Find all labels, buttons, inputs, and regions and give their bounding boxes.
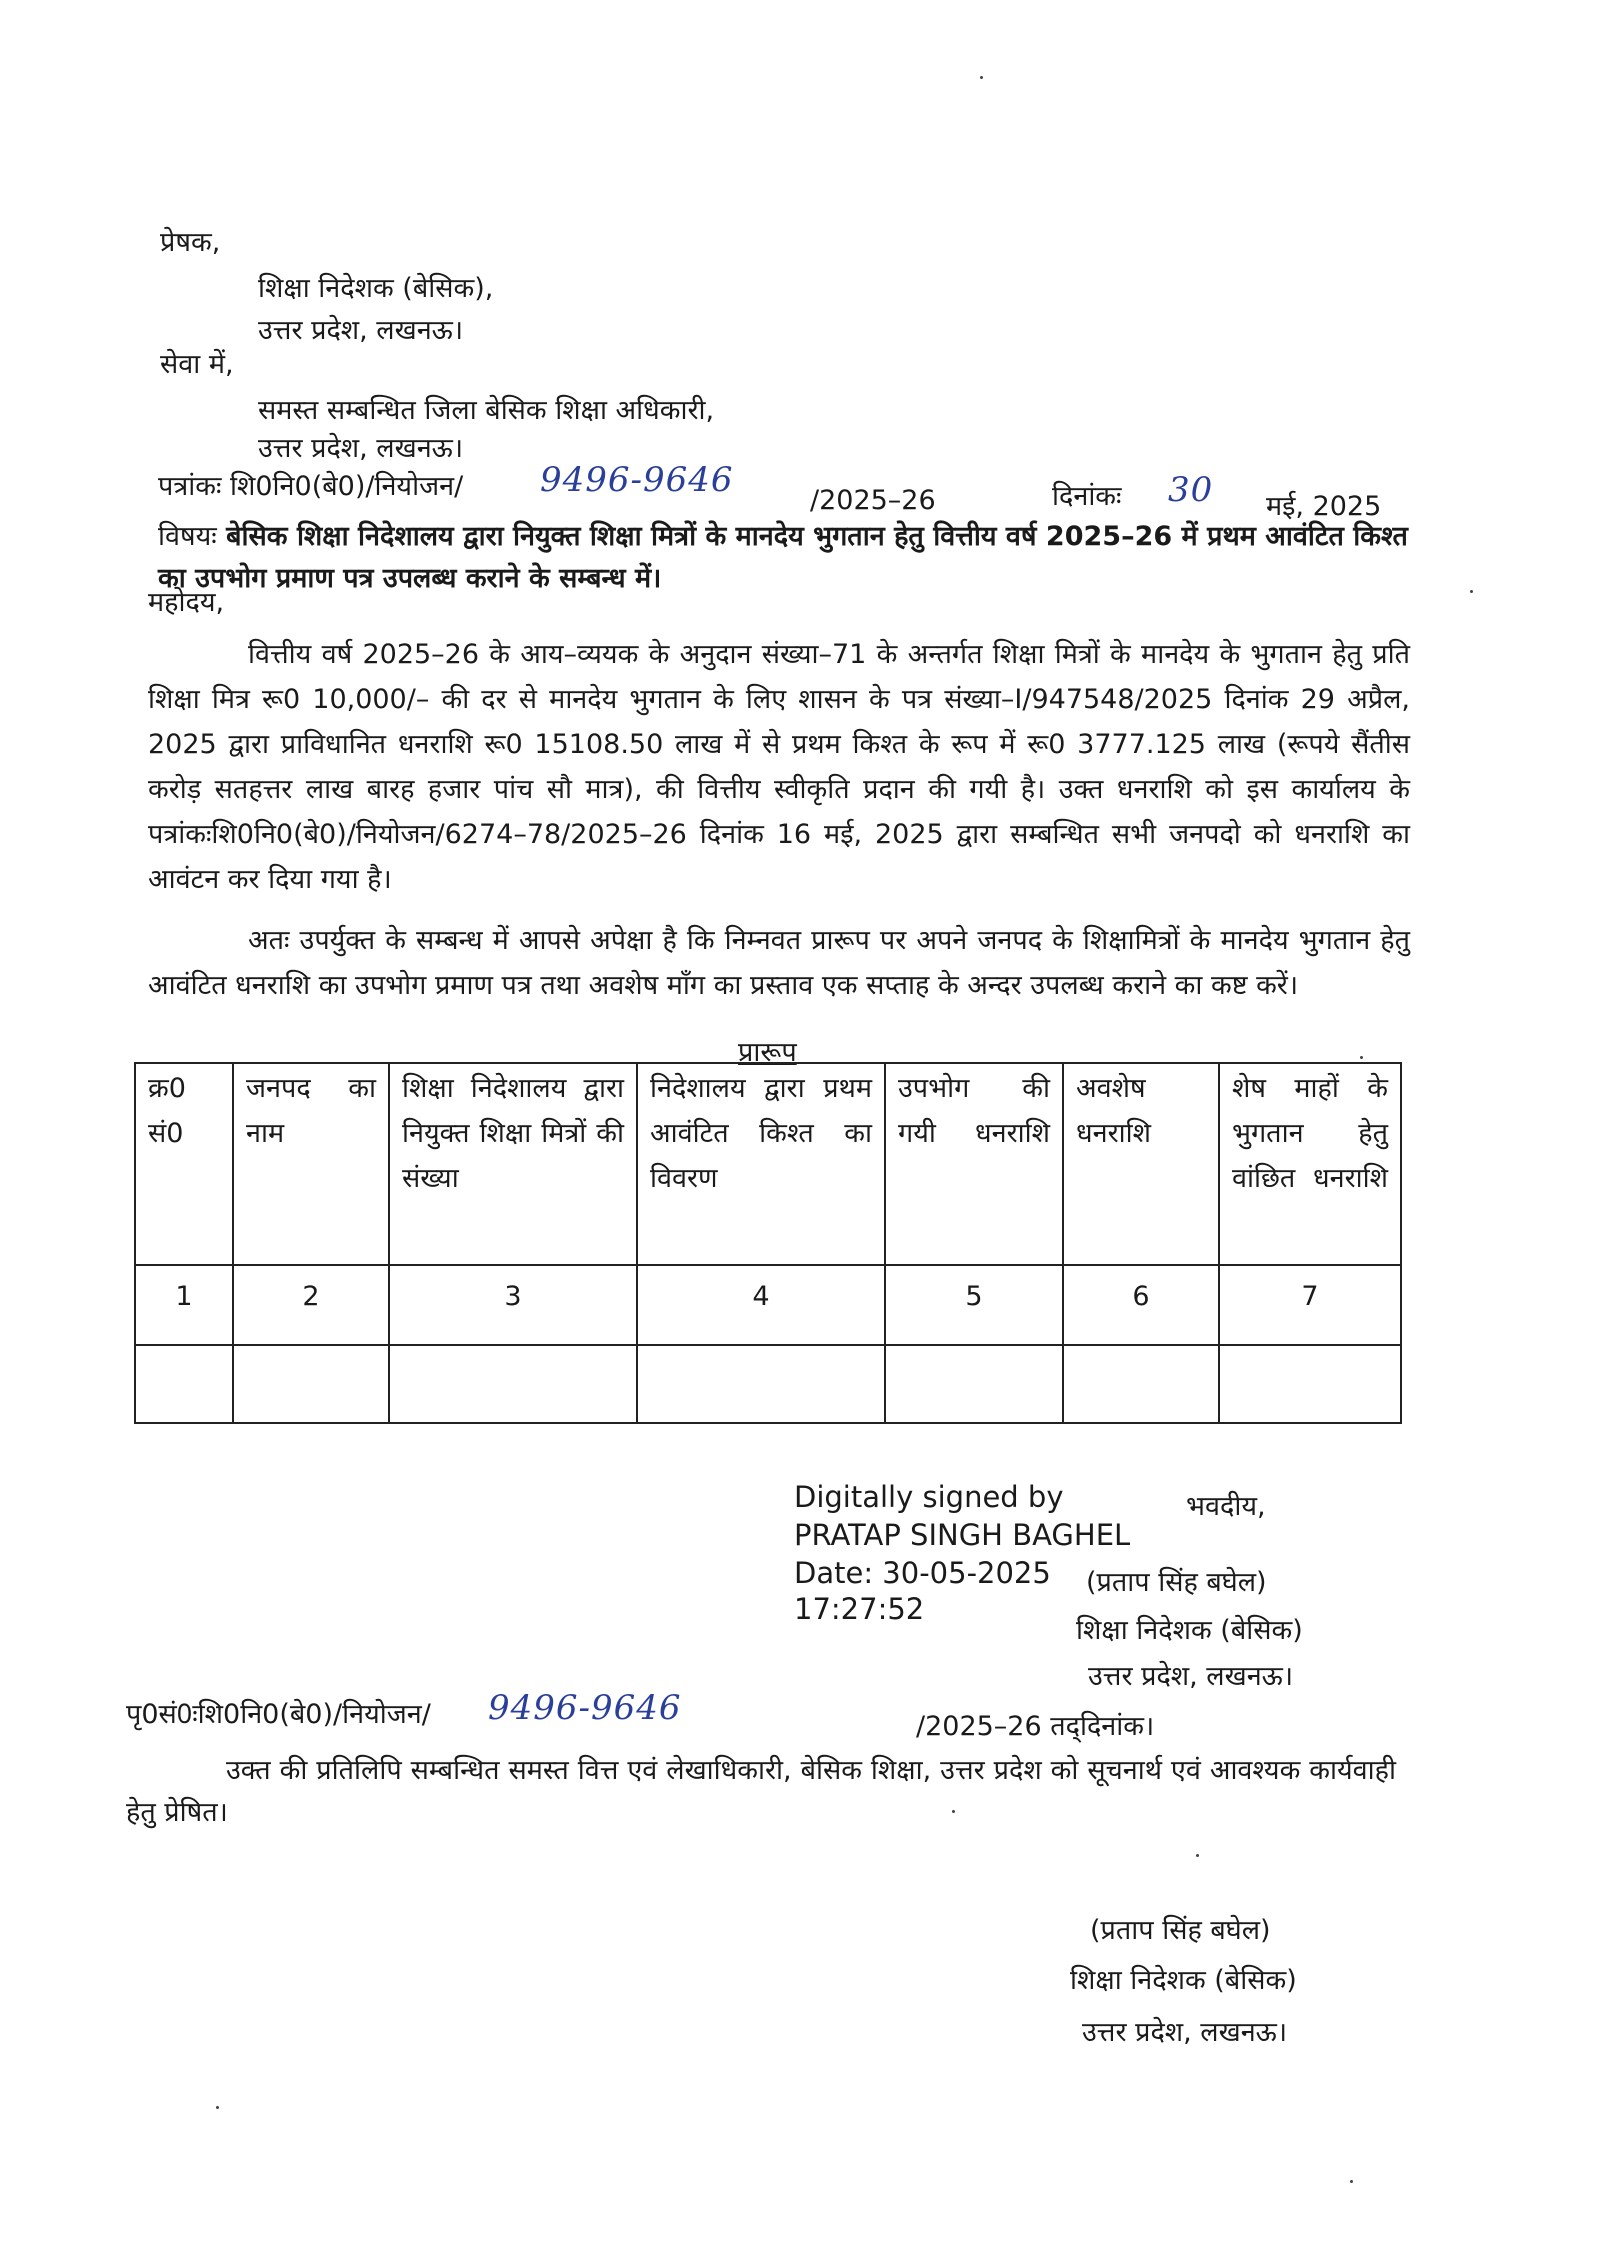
table-number-cell: 1: [135, 1265, 233, 1345]
copy-prefix: पृ0सं0ःशि0नि0(बे0)/नियोजन/: [126, 1699, 431, 1730]
closing2-place: उत्तर प्रदेश, लखनऊ।: [1082, 2017, 1288, 2048]
body-paragraph-1: वित्तीय वर्ष 2025–26 के आय–व्ययक के अनुदान संख्या–71 के अन्तर्गत शिक्षा मित्रों के मानदेय के भुगतान हेतु प्रति शिक्षा मित्र रू0 10,000/– की दर से मानदेय भुगतान के लिए शासन के पत्र संख्या–I/947548/2025 दिनांक 29 अप्रैल, 2025 द्वारा प्राविधानित धनराशि रू0 15108.50 लाख में से प्रथम किश्त के रूप में रू0 3777.125 लाख (रूपये सैंतीस करोड़ सतहत्तर लाख बारह हजार पांच सौ मात्र), की वित्तीय स्वीकृति प्रदान की गयी है। उक्त धनराशि को इस कार्यालय के पत्रांकःशि0नि0(बे0)/नियोजन/6274–78/2025–26 दिनांक 16 मई, 2025 द्वारा सम्बन्धित सभी जनपदो को धनराशि का आवंटन कर दिया गया है।: [148, 639, 1410, 895]
table-number-cell: 6: [1063, 1265, 1219, 1345]
closing2-designation: शिक्षा निदेशक (बेसिक): [1070, 1965, 1297, 1996]
table-caption: प्रारूप: [738, 1037, 797, 1068]
scan-speck: [980, 76, 983, 79]
subject-label: विषयः: [158, 521, 217, 552]
table-blank-cell: [637, 1345, 885, 1423]
ref-year: /2025–26: [810, 485, 936, 516]
closing-name: (प्रताप सिंह बघेल): [1086, 1567, 1267, 1598]
scan-speck: [1196, 1854, 1199, 1857]
table-header-cell: निदेशालय द्वारा प्रथम आवंटित किश्त का विवरण: [637, 1063, 885, 1265]
copy-handwritten-number: 9496-9646: [488, 1688, 682, 1728]
copy-suffix: /2025–26 तद्‌दिनांक।: [916, 1711, 1155, 1742]
table-header-cell: उपभोग की गयी धनराशि: [885, 1063, 1063, 1265]
ref-handwritten-number: 9496-9646: [540, 460, 734, 500]
table-blank-row: [135, 1345, 1401, 1423]
recipient-line-1: समस्त सम्बन्धित जिला बेसिक शिक्षा अधिकारी,: [258, 395, 715, 426]
proforma-table: [134, 1062, 1402, 1424]
digital-signature-line-4: 17:27:52: [794, 1592, 925, 1626]
table-blank-cell: [389, 1345, 637, 1423]
scan-speck: [952, 1810, 955, 1813]
scan-speck: [1360, 1056, 1363, 1059]
copy-text: उक्त की प्रतिलिपि सम्बन्धित समस्त वित्त एवं लेखाधिकारी, बेसिक शिक्षा, उत्तर प्रदेश को सूचनार्थ एवं आवश्यक कार्यवाही हेतु प्रेषित।: [126, 1755, 1396, 1828]
subject-text: बेसिक शिक्षा निदेशालय द्वारा नियुक्त शिक्षा मित्रों के मानदेय भुगतान हेतु वित्तीय वर्ष 2025–26 में प्रथम आवंटित किश्त का उपभोग प्रमाण पत्र उपलब्ध कराने के सम्बन्ध में।: [158, 521, 1408, 594]
body-paragraph-2: अतः उपर्युक्त के सम्बन्ध में आपसे अपेक्षा है कि निम्नवत प्रारूप पर अपने जनपद के शिक्षामित्रों के मानदेय भुगतान हेतु आवंटित धनराशि का उपभोग प्रमाण पत्र तथा अवशेष माँग का प्रस्ताव एक सप्ताह के अन्दर उपलब्ध कराने का कष्ट करें।: [148, 925, 1410, 1001]
table-header-cell: शेष माहों के भुगतान हेतु वांछित धनराशि: [1219, 1063, 1401, 1265]
sender-line-2: उत्तर प्रदेश, लखनऊ।: [258, 315, 464, 346]
table-number-cell: 5: [885, 1265, 1063, 1345]
table-number-cell: 2: [233, 1265, 389, 1345]
table-blank-cell: [885, 1345, 1063, 1423]
table-header-cell: क्र0 सं0: [135, 1063, 233, 1265]
ref-prefix: पत्रांकः शि0नि0(बे0)/नियोजन/: [158, 471, 464, 502]
ref-date-label: दिनांकः: [1052, 481, 1122, 512]
table-header-cell: शिक्षा निदेशालय द्वारा नियुक्त शिक्षा मित्रों की संख्या: [389, 1063, 637, 1265]
closing-place: उत्तर प्रदेश, लखनऊ।: [1088, 1661, 1294, 1692]
scan-speck: [1350, 2180, 1353, 2183]
recipient-label: सेवा में,: [160, 349, 234, 380]
digital-signature-line-3: Date: 30-05-2025: [794, 1556, 1051, 1590]
table-number-row: [135, 1265, 1401, 1345]
salutation: महोदय,: [148, 587, 225, 618]
table-header-row: [135, 1063, 1401, 1265]
table-header-cell: अवशेष धनराशि: [1063, 1063, 1219, 1265]
scan-speck: [1470, 590, 1473, 593]
sender-label: प्रेषक,: [160, 227, 221, 258]
sender-line-1: शिक्षा निदेशक (बेसिक),: [258, 273, 494, 304]
table-blank-cell: [233, 1345, 389, 1423]
table-header-cell: जनपद का नाम: [233, 1063, 389, 1265]
table-number-cell: 3: [389, 1265, 637, 1345]
table-number-cell: 7: [1219, 1265, 1401, 1345]
closing2-name: (प्रताप सिंह बघेल): [1090, 1915, 1271, 1946]
digital-signature-line-1: Digitally signed by: [794, 1480, 1064, 1514]
ref-date-rest: मई, 2025: [1266, 491, 1382, 522]
closing-yours: भवदीय,: [1186, 1491, 1266, 1522]
recipient-line-2: उत्तर प्रदेश, लखनऊ।: [258, 433, 464, 464]
closing-designation: शिक्षा निदेशक (बेसिक): [1076, 1615, 1303, 1646]
table-blank-cell: [1219, 1345, 1401, 1423]
digital-signature-line-2: PRATAP SINGH BAGHEL: [794, 1518, 1131, 1552]
ref-handwritten-day: 30: [1168, 470, 1214, 510]
scan-speck: [216, 2106, 219, 2109]
subject: [158, 516, 1408, 600]
table-blank-cell: [1063, 1345, 1219, 1423]
table-blank-cell: [135, 1345, 233, 1423]
table-number-cell: 4: [637, 1265, 885, 1345]
